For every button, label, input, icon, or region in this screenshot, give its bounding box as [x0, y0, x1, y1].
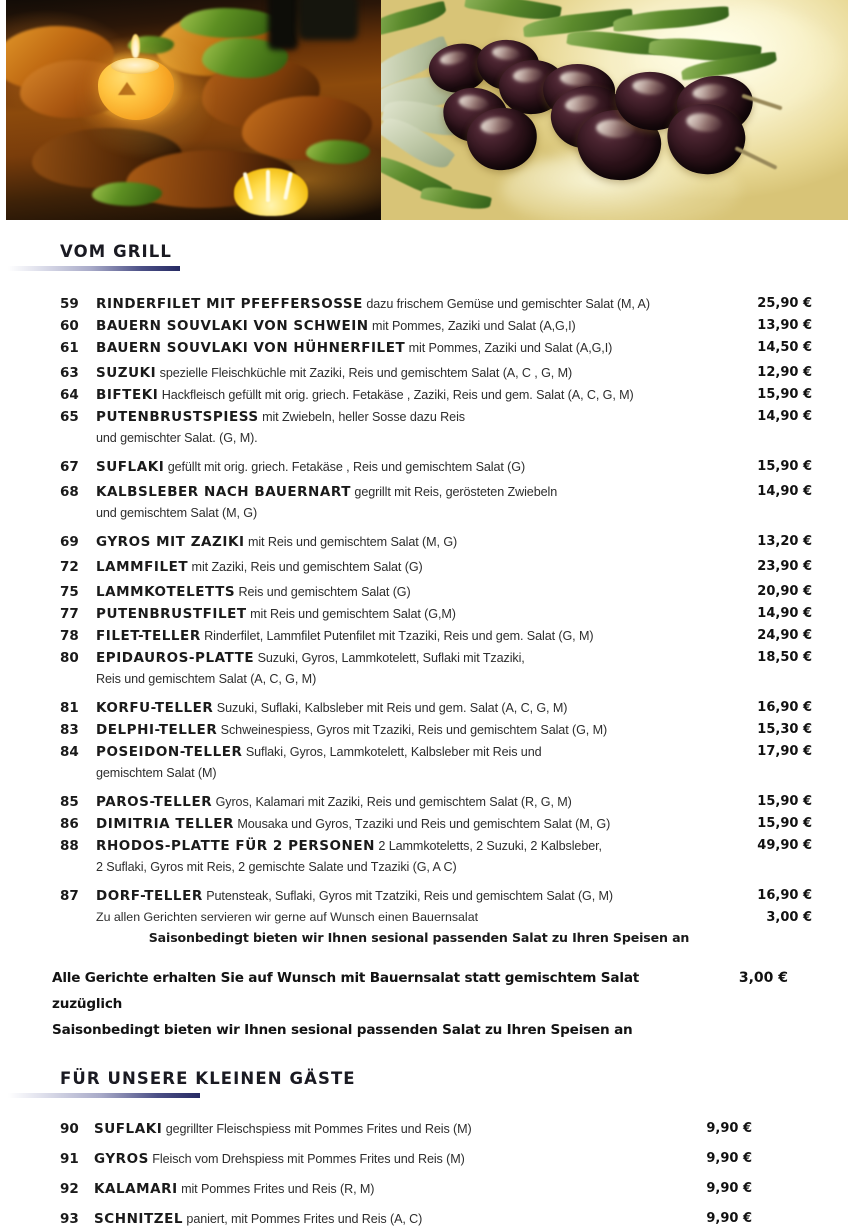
item-description: Gyros, Kalamari mit Zaziki, Reis und gemischtem Salat (R, G, M): [212, 795, 572, 809]
item-name: BAUERN SOUVLAKI VON HÜHNERFILET: [96, 340, 406, 356]
item-text: [96, 697, 740, 719]
item-text: [96, 813, 740, 835]
item-description: gegrillter Fleischspiess mit Pommes Frites und Reis (M): [162, 1122, 472, 1136]
item-text: [96, 456, 740, 478]
item-name: BAUERN SOUVLAKI VON SCHWEIN: [96, 318, 369, 334]
item-description: mit Pommes Frites und Reis (R, M): [177, 1182, 375, 1196]
disclaimer-price: 3,00 €: [738, 970, 788, 986]
item-description: mit Pommes, Zaziki und Salat (A,G,I): [368, 319, 576, 333]
menu-list-kleine-gaeste: [0, 1118, 848, 1230]
item-number: 69: [60, 534, 79, 550]
item-number: 91: [60, 1151, 79, 1167]
menu-item-92[interactable]: [0, 1178, 848, 1200]
item-number: 59: [60, 296, 79, 312]
item-price: 23,90 €: [757, 559, 812, 574]
item-number: 84: [60, 744, 79, 760]
menu-item-61[interactable]: [0, 337, 848, 359]
item-description: 2 Lammkoteletts, 2 Suzuki, 2 Kalbsleber,: [375, 839, 602, 853]
item-price: 14,50 €: [757, 340, 812, 355]
item-text: [94, 1178, 682, 1200]
item-description: paniert, mit Pommes Frites und Reis (A, C): [183, 1212, 423, 1226]
item-price: 14,90 €: [757, 606, 812, 621]
item-name: EPIDAUROS-PLATTE: [96, 650, 255, 666]
item-name: RINDERFILET MIT PFEFFERSOSSE: [96, 296, 363, 312]
item-number: 81: [60, 700, 79, 716]
black-olives-photo: [381, 0, 848, 220]
menu-item-67[interactable]: [0, 456, 848, 478]
header-photo-band: [6, 0, 848, 220]
item-number: 88: [60, 838, 79, 854]
item-number: 64: [60, 387, 79, 403]
item-number: 77: [60, 606, 79, 622]
item-text: [96, 293, 740, 315]
item-name: POSEIDON-TELLER: [96, 744, 243, 760]
menu-item-65[interactable]: [0, 406, 848, 449]
item-description: mit Reis und gemischtem Salat (G,M): [246, 607, 456, 621]
grill-dark-bottle: [268, 0, 298, 50]
menu-item-90[interactable]: [0, 1118, 848, 1140]
item-name: RHODOS-PLATTE FÜR 2 PERSONEN: [96, 838, 376, 854]
lemon-wedge-cut: [266, 170, 270, 202]
item-name: SUFLAKI: [96, 459, 165, 475]
menu-item-60[interactable]: [0, 315, 848, 337]
item-text: [96, 315, 740, 337]
item-description: Suflaki, Gyros, Lammkotelett, Kalbsleber mit Reis und: [242, 745, 542, 759]
menu-item-88[interactable]: [0, 835, 848, 878]
section-title-kleine-gaeste: FÜR UNSERE KLEINEN GÄSTE: [60, 1069, 356, 1088]
item-name: SUZUKI: [96, 365, 157, 381]
item-description-continued: und gemischter Salat. (G, M).: [96, 431, 258, 445]
item-number: 90: [60, 1121, 79, 1137]
item-text: [96, 741, 740, 784]
item-name: DIMITRIA TELLER: [96, 816, 234, 832]
menu-item-78[interactable]: [0, 625, 848, 647]
menu-content: [0, 220, 848, 1230]
item-price: 15,90 €: [757, 459, 812, 474]
menu-item-75[interactable]: [0, 581, 848, 603]
item-price: 15,30 €: [757, 722, 812, 737]
item-name: FILET-TELLER: [96, 628, 201, 644]
item-name: LAMMFILET: [96, 559, 189, 575]
item-description: mit Zwiebeln, heller Sosse dazu Reis: [258, 410, 465, 424]
item-number: 67: [60, 459, 79, 475]
grill-warm-glow: [66, 36, 226, 156]
item-description: Rinderfilet, Lammfilet Putenfilet mit Tzaziki, Reis und gem. Salat (G, M): [200, 629, 594, 643]
item-price: 13,90 €: [757, 318, 812, 333]
bauernsalat-subnote-price: 3,00 €: [766, 910, 812, 925]
item-number: 93: [60, 1211, 79, 1227]
menu-item-72[interactable]: [0, 556, 848, 578]
section-header-vom-grill: [0, 220, 848, 271]
grill-dark-bottle: [298, 0, 358, 40]
item-description: Reis und gemischtem Salat (G): [235, 585, 411, 599]
item-number: 80: [60, 650, 79, 666]
menu-item-86[interactable]: [0, 813, 848, 835]
item-text: [94, 1118, 682, 1140]
bauernsalat-subnote: [0, 907, 848, 928]
item-description: Putensteak, Suflaki, Gyros mit Tzatziki, Reis und gemischtem Salat (G, M): [202, 889, 614, 903]
item-description: Schweinespiess, Gyros mit Tzaziki, Reis und gemischtem Salat (G, M): [217, 723, 608, 737]
item-name: SCHNITZEL: [94, 1211, 184, 1227]
item-number: 72: [60, 559, 79, 575]
item-description: gegrillt mit Reis, gerösteten Zwiebeln: [351, 485, 558, 499]
item-price: 12,90 €: [757, 365, 812, 380]
menu-item-83[interactable]: [0, 719, 848, 741]
item-text: [96, 885, 740, 907]
menu-item-81[interactable]: [0, 697, 848, 719]
item-name: PUTENBRUSTFILET: [96, 606, 247, 622]
menu-item-68[interactable]: [0, 481, 848, 524]
item-price: 9,90 €: [706, 1181, 752, 1196]
item-description: dazu frischem Gemüse und gemischter Salat (M, A): [362, 297, 650, 311]
item-text: [96, 625, 740, 647]
item-price: 14,90 €: [757, 484, 812, 499]
item-number: 85: [60, 794, 79, 810]
item-description: mit Zaziki, Reis und gemischtem Salat (G): [188, 560, 423, 574]
item-price: 15,90 €: [757, 794, 812, 809]
item-number: 83: [60, 722, 79, 738]
item-description: spezielle Fleischküchle mit Zaziki, Reis und gemischtem Salat (A, C , G, M): [156, 366, 573, 380]
menu-item-77[interactable]: [0, 603, 848, 625]
disclaimer-line-1: Alle Gerichte erhalten Sie auf Wunsch mit Bauernsalat statt gemischtem Salat zuzüglich: [52, 970, 640, 1012]
item-description: Mousaka und Gyros, Tzaziki und Reis und gemischtem Salat (M, G): [233, 817, 611, 831]
item-description: Fleisch vom Drehspiess mit Pommes Frites und Reis (M): [148, 1152, 465, 1166]
item-text: [96, 647, 740, 690]
item-number: 60: [60, 318, 79, 334]
item-price: 9,90 €: [706, 1121, 752, 1136]
item-price: 17,90 €: [757, 744, 812, 759]
grilled-pepper: [180, 8, 278, 38]
item-text: [96, 362, 740, 384]
item-name: DORF-TELLER: [96, 888, 203, 904]
item-number: 87: [60, 888, 79, 904]
item-price: 18,50 €: [757, 650, 812, 665]
item-number: 61: [60, 340, 79, 356]
item-text: [96, 384, 740, 406]
item-number: 75: [60, 584, 79, 600]
item-text: [96, 337, 740, 359]
item-text: [96, 556, 740, 578]
item-price: 15,90 €: [757, 387, 812, 402]
menu-item-63[interactable]: [0, 362, 848, 384]
item-price: 14,90 €: [757, 409, 812, 424]
item-name: PAROS-TELLER: [96, 794, 213, 810]
section-header-kleine-gaeste: [0, 1069, 848, 1098]
item-description-continued: Reis und gemischtem Salat (A, C, G, M): [96, 672, 317, 686]
item-text: [96, 581, 740, 603]
item-text: [96, 835, 740, 878]
item-name: KALAMARI: [94, 1181, 178, 1197]
item-name: PUTENBRUSTSPIESS: [96, 409, 259, 425]
item-description: Suzuki, Gyros, Lammkotelett, Suflaki mit Tzaziki,: [254, 651, 525, 665]
item-price: 13,20 €: [757, 534, 812, 549]
disclaimer-line-1-row: [52, 965, 788, 1017]
seasonal-salad-note: Saisonbedingt bieten wir Ihnen sesional passenden Salat zu Ihren Speisen an: [148, 930, 690, 945]
item-name: GYROS: [94, 1151, 149, 1167]
menu-item-93[interactable]: [0, 1208, 848, 1230]
menu-item-84[interactable]: [0, 741, 848, 784]
menu-item-64[interactable]: [0, 384, 848, 406]
item-number: 78: [60, 628, 79, 644]
menu-list-vom-grill: [0, 293, 848, 945]
section-divider-kleine-gaeste: [8, 1093, 200, 1098]
menu-item-87[interactable]: [0, 885, 848, 907]
item-price: 25,90 €: [757, 296, 812, 311]
item-description: Suzuki, Suflaki, Kalbsleber mit Reis und gem. Salat (A, C, G, M): [213, 701, 568, 715]
menu-item-91[interactable]: [0, 1148, 848, 1170]
disclaimer-line-2: Saisonbedingt bieten wir Ihnen sesional passenden Salat zu Ihren Speisen an: [52, 1022, 633, 1038]
menu-item-85[interactable]: [0, 791, 848, 813]
item-text: [94, 1148, 682, 1170]
item-name: LAMMKOTELETTS: [96, 584, 236, 600]
grilled-pepper: [306, 140, 370, 164]
item-text: [96, 531, 740, 553]
item-text: [96, 481, 740, 524]
item-price: 16,90 €: [757, 700, 812, 715]
item-price: 9,90 €: [706, 1211, 752, 1226]
item-description: Hackfleisch gefüllt mit orig. griech. Fetakäse , Zaziki, Reis und gem. Salat (A, C, G, M): [158, 388, 634, 402]
item-text: [94, 1208, 682, 1230]
item-name: KALBSLEBER NACH BAUERNART: [96, 484, 352, 500]
menu-item-59[interactable]: [0, 293, 848, 315]
item-name: SUFLAKI: [94, 1121, 163, 1137]
item-number: 63: [60, 365, 79, 381]
item-price: 15,90 €: [757, 816, 812, 831]
item-description-continued: 2 Suflaki, Gyros mit Reis, 2 gemischte Salate und Tzaziki (G, A C): [96, 860, 457, 874]
item-text: [96, 603, 740, 625]
item-description: gefüllt mit orig. griech. Fetakäse , Reis und gemischtem Salat (G): [164, 460, 526, 474]
item-name: BIFTEKI: [96, 387, 159, 403]
item-description: mit Reis und gemischtem Salat (M, G): [244, 535, 458, 549]
item-price: 20,90 €: [757, 584, 812, 599]
item-number: 86: [60, 816, 79, 832]
item-name: KORFU-TELLER: [96, 700, 214, 716]
item-description-continued: und gemischtem Salat (M, G): [96, 506, 258, 520]
item-number: 65: [60, 409, 79, 425]
menu-disclaimer: [0, 965, 848, 1043]
item-description-continued: gemischtem Salat (M): [96, 766, 217, 780]
item-name: DELPHI-TELLER: [96, 722, 218, 738]
item-price: 9,90 €: [706, 1151, 752, 1166]
item-text: [96, 406, 740, 449]
item-price: 49,90 €: [757, 838, 812, 853]
item-number: 92: [60, 1181, 79, 1197]
grill-platter-photo: [6, 0, 381, 220]
item-price: 24,90 €: [757, 628, 812, 643]
grilled-pepper: [92, 182, 162, 206]
menu-item-69[interactable]: [0, 531, 848, 553]
item-description: mit Pommes, Zaziki und Salat (A,G,I): [405, 341, 613, 355]
item-number: 68: [60, 484, 79, 500]
bauernsalat-subnote-text: Zu allen Gerichten servieren wir gerne auf Wunsch einen Bauernsalat: [96, 910, 479, 924]
section-title-vom-grill: VOM GRILL: [60, 242, 172, 261]
menu-item-80[interactable]: [0, 647, 848, 690]
item-text: [96, 719, 740, 741]
item-price: 16,90 €: [757, 888, 812, 903]
item-name: GYROS MIT ZAZIKI: [96, 534, 245, 550]
section-divider-vom-grill: [8, 266, 180, 271]
item-text: [96, 791, 740, 813]
